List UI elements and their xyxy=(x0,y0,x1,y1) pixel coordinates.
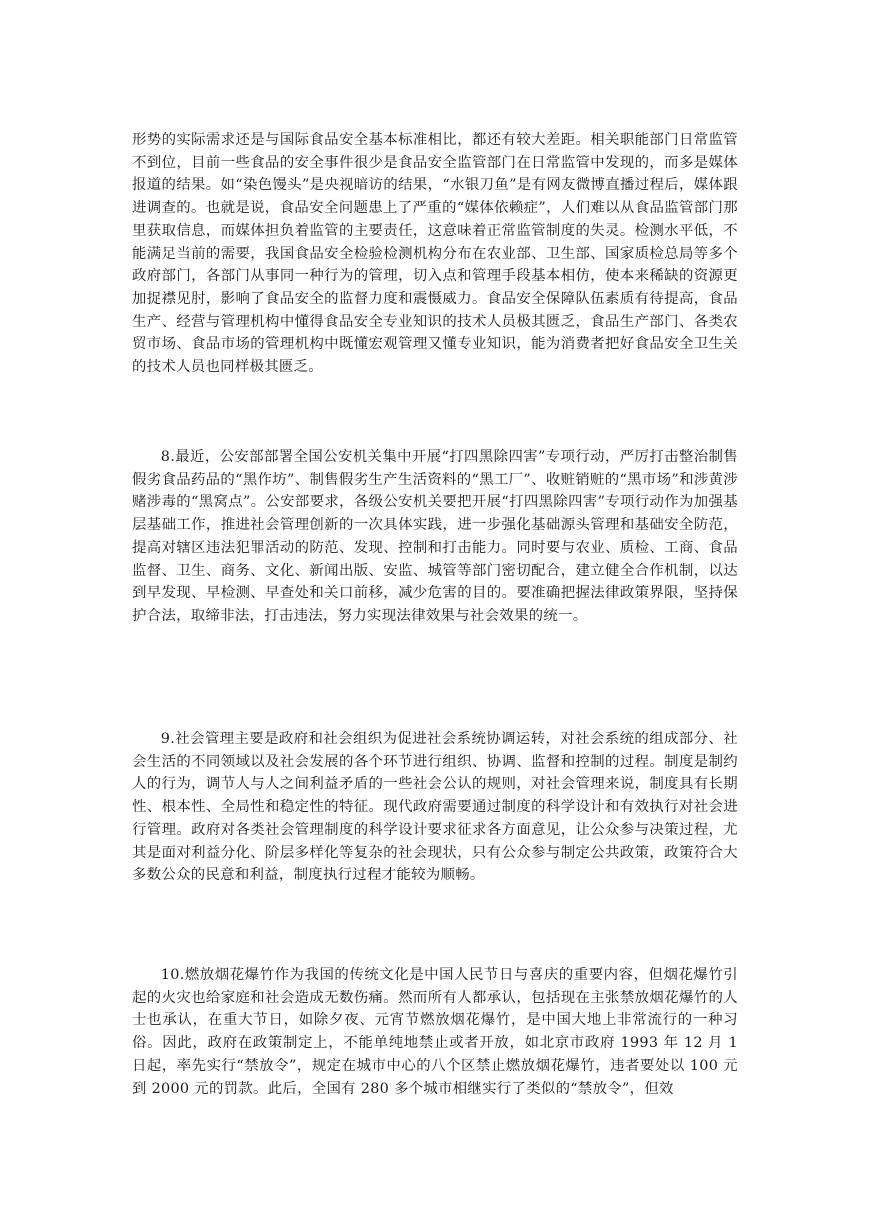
paragraph-item-10: 10.燃放烟花爆竹作为我国的传统文化是中国人民节日与喜庆的重要内容，但烟花爆竹引起的火灾也给家庭和社会造成无数伤痛。然而所有人都承认，包括现在主张禁放烟花爆竹的人士也承认，在重大节日，如除夕夜、元宵节燃放烟花爆竹，是中国大地上非常流行的一种习俗。因此，政府在政策制定上，不能单纯地禁止或者开放，如北京市政府 1993 年 12 月 1 日起，率先实行“禁放令”，规定在城市中心的八个区禁止燃放烟花爆竹，违者要处以 100 元到 2000 元的罚款。此后，全国有 280 多个城市相继实行了类似的“禁放令”，但效 xyxy=(132,967,738,1097)
paragraph-item-8: 8.最近，公安部部署全国公安机关集中开展“打四黑除四害”专项行动，严厉打击整治制售假劣食品药品的“黑作坊”、制售假劣生产生活资料的“黑工厂”、收赃销赃的“黑市场”和涉黄涉赌涉毒的“黑窝点”。公安部要求，各级公安机关要把开展“打四黑除四害”专项行动作为加强基层基础工作，推进社会管理创新的一次具体实践，进一步强化基础源头管理和基础安全防范，提高对辖区违法犯罪活动的防范、发现、控制和打击能力。同时要与农业、质检、工商、食品监督、卫生、商务、文化、新闻出版、安监、城管等部门密切配合，建立健全合作机制，以达到早发现、早检测、早查处和关口前移，减少危害的目的。要准确把握法律政策界限，坚持保护合法，取缔非法，打击违法，努力实现法律效果与社会效果的统一。 xyxy=(132,449,738,624)
paragraph-continuation: 形势的实际需求还是与国际食品安全基本标准相比，都还有较大差距。相关职能部门日常监管不到位，目前一些食品的安全事件很少是食品安全监管部门在日常监管中发现的，而多是媒体报道的结果。如“染色馒头”是央视暗访的结果，“水银刀鱼”是有网友微博直播过程后，媒体跟进调查的。也就是说，食品安全问题患上了严重的“媒体依赖症”，人们难以从食品监管部门那里获取信息，而媒体担负着监管的主要责任，这意味着正常监管制度的失灵。检测水平低，不能满足当前的需要，我国食品安全检验检测机构分布在农业部、卫生部、国家质检总局等多个政府部门，各部门从事同一种行为的管理，切入点和管理手段基本相仿，使本来稀缺的资源更加捉襟见肘，影响了食品安全的监督力度和震慑威力。食品安全保障队伍素质有待提高，食品生产、经营与管理机构中懂得食品安全专业知识的技术人员极其匮乏，食品生产部门、各类农贸市场、食品市场的管理机构中既懂宏观管理又懂专业知识，能为消费者把好食品安全卫生关的技术人员也同样极其匮乏。 xyxy=(132,132,738,376)
paragraph-item-9: 9.社会管理主要是政府和社会组织为促进社会系统协调运转，对社会系统的组成部分、社会生活的不同领域以及社会发展的各个环节进行组织、协调、监督和控制的过程。制度是制约人的行为，调节人与人之间利益矛盾的一些社会公认的规则，对社会管理来说，制度具有长期性、根本性、全局性和稳定性的特征。现代政府需要通过制度的科学设计和有效执行对社会进行管理。政府对各类社会管理制度的科学设计要求征求各方面意见，让公众参与决策过程，尤其是面对利益分化、阶层多样化等复杂的社会现状，只有公众参与制定公共政策，政策符合大多数公众的民意和利益，制度执行过程才能较为顺畅。 xyxy=(132,731,738,884)
